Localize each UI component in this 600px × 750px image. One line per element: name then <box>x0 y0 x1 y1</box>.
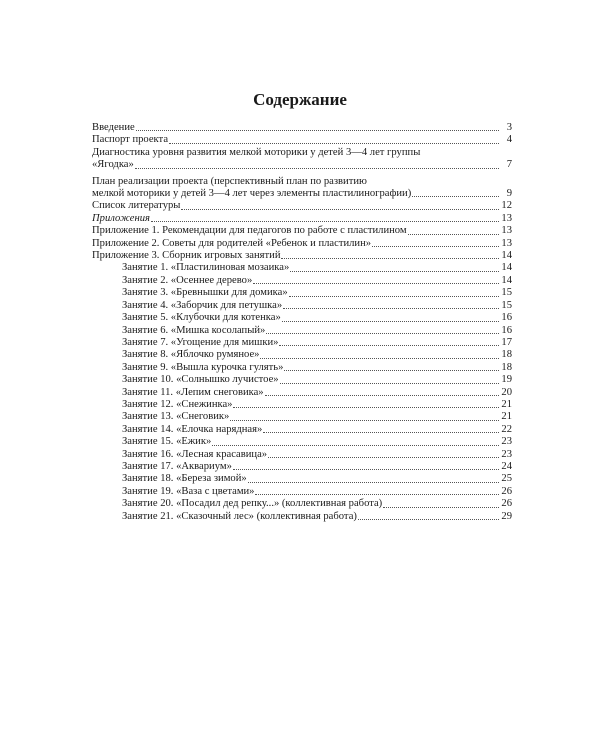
toc-entry-lesson-11[interactable] <box>92 387 512 399</box>
toc-entry-label: «Ягодка» <box>92 159 134 171</box>
toc-entry-label: Занятие 20. «Посадил дед репку...» (коллективная работа) <box>122 498 383 510</box>
toc-entry-label: Занятие 5. «Клубочки для котенка» <box>122 312 281 324</box>
dot-leader <box>280 382 499 384</box>
toc-entry-label: Приложение 3. Сборник игровых занятий <box>92 250 281 262</box>
toc-page-number: 14 <box>501 262 512 274</box>
toc-page-number: 21 <box>501 398 512 410</box>
dot-leader <box>233 468 499 470</box>
dot-leader <box>372 245 499 247</box>
dot-leader <box>268 456 499 458</box>
dot-leader <box>263 431 499 433</box>
toc-entry-label-line1: План реализации проекта (перспективный план по развитию <box>92 175 367 187</box>
dot-leader <box>253 282 499 284</box>
toc-entry-label-line1: Диагностика уровня развития мелкой моторики у детей 3—4 лет группы <box>92 146 421 158</box>
toc-page-number: 13 <box>501 212 512 224</box>
dot-leader <box>255 493 499 495</box>
toc-entry-lesson-15[interactable] <box>92 436 512 448</box>
toc-entry-lesson-19[interactable] <box>92 486 512 498</box>
toc-page-number: 21 <box>501 411 512 423</box>
toc-page-number: 3 <box>506 122 512 133</box>
toc-entry-lesson-20[interactable] <box>92 498 512 510</box>
toc-page-number: 29 <box>501 510 512 522</box>
dot-leader <box>212 444 499 446</box>
toc-entry-lesson-2[interactable] <box>92 275 512 287</box>
dot-leader <box>281 257 499 259</box>
toc-entry-lesson-18[interactable] <box>92 473 512 485</box>
toc-entry-lesson-21[interactable] <box>92 511 512 523</box>
toc-page-number: 14 <box>501 250 512 262</box>
toc-page-number: 16 <box>501 324 512 336</box>
toc-entry-lesson-16[interactable] <box>92 449 512 461</box>
dot-leader <box>290 270 499 272</box>
toc-entry-lesson-6[interactable] <box>92 325 512 337</box>
toc-entry-passport[interactable] <box>92 134 512 146</box>
toc-entry-lesson-4[interactable] <box>92 300 512 312</box>
toc-entry-lesson-9[interactable] <box>92 362 512 374</box>
toc-entry-references[interactable] <box>92 200 512 212</box>
dot-leader <box>260 357 499 359</box>
toc-page-number: 20 <box>501 386 512 398</box>
dot-leader <box>136 129 499 131</box>
toc-entry-diagnostics[interactable] <box>92 147 512 172</box>
dot-leader <box>265 394 499 396</box>
toc-entry-label: Занятие 18. «Береза зимой» <box>122 473 247 485</box>
toc-page-number: 15 <box>501 299 512 311</box>
dot-leader <box>266 332 499 334</box>
toc-entry-label: Занятие 14. «Елочка нарядная» <box>122 423 263 435</box>
toc-entry-label: Занятие 19. «Ваза с цветами» <box>122 485 255 497</box>
toc-entry-label: Занятие 7. «Угощение для мишки» <box>122 336 279 348</box>
dot-leader <box>248 481 499 483</box>
toc-entry-lesson-5[interactable] <box>92 312 512 324</box>
toc-entry-label: Занятие 2. «Осеннее дерево» <box>122 274 253 286</box>
dot-leader <box>412 195 499 197</box>
toc-entry-lesson-1[interactable] <box>92 262 512 274</box>
toc-page-number: 16 <box>501 312 512 324</box>
toc-entry-label: Занятие 10. «Солнышко лучистое» <box>122 374 279 386</box>
toc-entry-label: Занятие 12. «Снежинка» <box>122 398 233 410</box>
toc-page-number: 9 <box>506 188 512 200</box>
dot-leader <box>284 369 499 371</box>
table-of-contents <box>92 122 512 523</box>
toc-entry-appendix-3[interactable] <box>92 250 512 262</box>
toc-entry-label: Занятие 3. «Бревнышки для домика» <box>122 287 288 299</box>
toc-entry-plan[interactable] <box>92 176 512 201</box>
toc-page-number: 24 <box>501 460 512 472</box>
toc-page-number: 19 <box>501 374 512 386</box>
toc-page-number: 15 <box>501 287 512 299</box>
toc-entry-lesson-10[interactable] <box>92 374 512 386</box>
toc-entry-lesson-13[interactable] <box>92 411 512 423</box>
dot-leader <box>135 167 499 169</box>
toc-entry-label: Занятие 6. «Мишка косолапый» <box>122 324 266 336</box>
dot-leader <box>233 406 499 408</box>
toc-page-number: 17 <box>501 336 512 348</box>
toc-page-number: 22 <box>501 423 512 435</box>
toc-page-number: 7 <box>506 159 512 171</box>
toc-entry-label: Введение <box>92 122 135 133</box>
toc-page-number: 12 <box>501 200 512 212</box>
toc-page-number: 25 <box>501 473 512 485</box>
toc-entry-label: Список литературы <box>92 200 181 212</box>
toc-entry-lesson-8[interactable] <box>92 349 512 361</box>
dot-leader <box>230 419 499 421</box>
toc-page-number: 4 <box>506 134 512 146</box>
toc-entry-lesson-3[interactable] <box>92 287 512 299</box>
toc-entry-label: Занятие 17. «Аквариум» <box>122 460 232 472</box>
dot-leader <box>169 142 499 144</box>
toc-page-number: 13 <box>501 237 512 249</box>
toc-page-number: 26 <box>501 498 512 510</box>
toc-page-number: 26 <box>501 485 512 497</box>
toc-entry-label: Занятие 1. «Пластилиновая мозаика» <box>122 262 290 274</box>
toc-entry-label: Занятие 4. «Заборчик для петушка» <box>122 299 283 311</box>
dot-leader <box>289 295 499 297</box>
toc-entry-lesson-17[interactable] <box>92 461 512 473</box>
dot-leader <box>279 344 499 346</box>
toc-entry-label: Занятие 13. «Снеговик» <box>122 411 230 423</box>
toc-entry-label: Занятие 21. «Сказочный лес» (коллективная работа) <box>122 510 357 522</box>
toc-entry-label: Занятие 8. «Яблочко румяное» <box>122 349 260 361</box>
toc-entry-label: Занятие 11. «Лепим снеговика» <box>122 386 264 398</box>
toc-entry-appendices[interactable] <box>92 213 512 225</box>
toc-entry-label: Приложения <box>92 212 150 224</box>
toc-entry-label: Приложение 1. Рекомендации для педагогов по работе с пластилином <box>92 225 407 237</box>
toc-entry-label: Паспорт проекта <box>92 134 169 146</box>
toc-entry-label: Занятие 9. «Вышла курочка гулять» <box>122 361 284 373</box>
toc-entry-label: Занятие 16. «Лесная красавица» <box>122 448 268 460</box>
toc-entry-label: Занятие 15. «Ежик» <box>122 436 212 448</box>
toc-entry-lesson-7[interactable] <box>92 337 512 349</box>
toc-page-number: 23 <box>501 436 512 448</box>
toc-page-number: 18 <box>501 349 512 361</box>
toc-entry-appendix-1[interactable] <box>92 225 512 237</box>
toc-page-number: 14 <box>501 274 512 286</box>
toc-page-number: 13 <box>501 225 512 237</box>
toc-page-number: 18 <box>501 361 512 373</box>
toc-entry-introduction[interactable] <box>92 122 512 134</box>
dot-leader <box>358 518 499 520</box>
toc-entry-label: мелкой моторики у детей 3—4 лет через элементы пластилинографии) <box>92 188 412 200</box>
dot-leader <box>282 320 499 322</box>
page-title: Содержание <box>253 90 347 109</box>
toc-entry-label: Приложение 2. Советы для родителей «Ребенок и пластилин» <box>92 237 372 249</box>
dot-leader <box>181 208 499 210</box>
dot-leader <box>408 233 499 235</box>
toc-page-number: 23 <box>501 448 512 460</box>
toc-entry-lesson-14[interactable] <box>92 424 512 436</box>
dot-leader <box>283 307 499 309</box>
dot-leader <box>383 506 499 508</box>
toc-entry-appendix-2[interactable] <box>92 238 512 250</box>
dot-leader <box>151 220 499 222</box>
toc-entry-lesson-12[interactable] <box>92 399 512 411</box>
